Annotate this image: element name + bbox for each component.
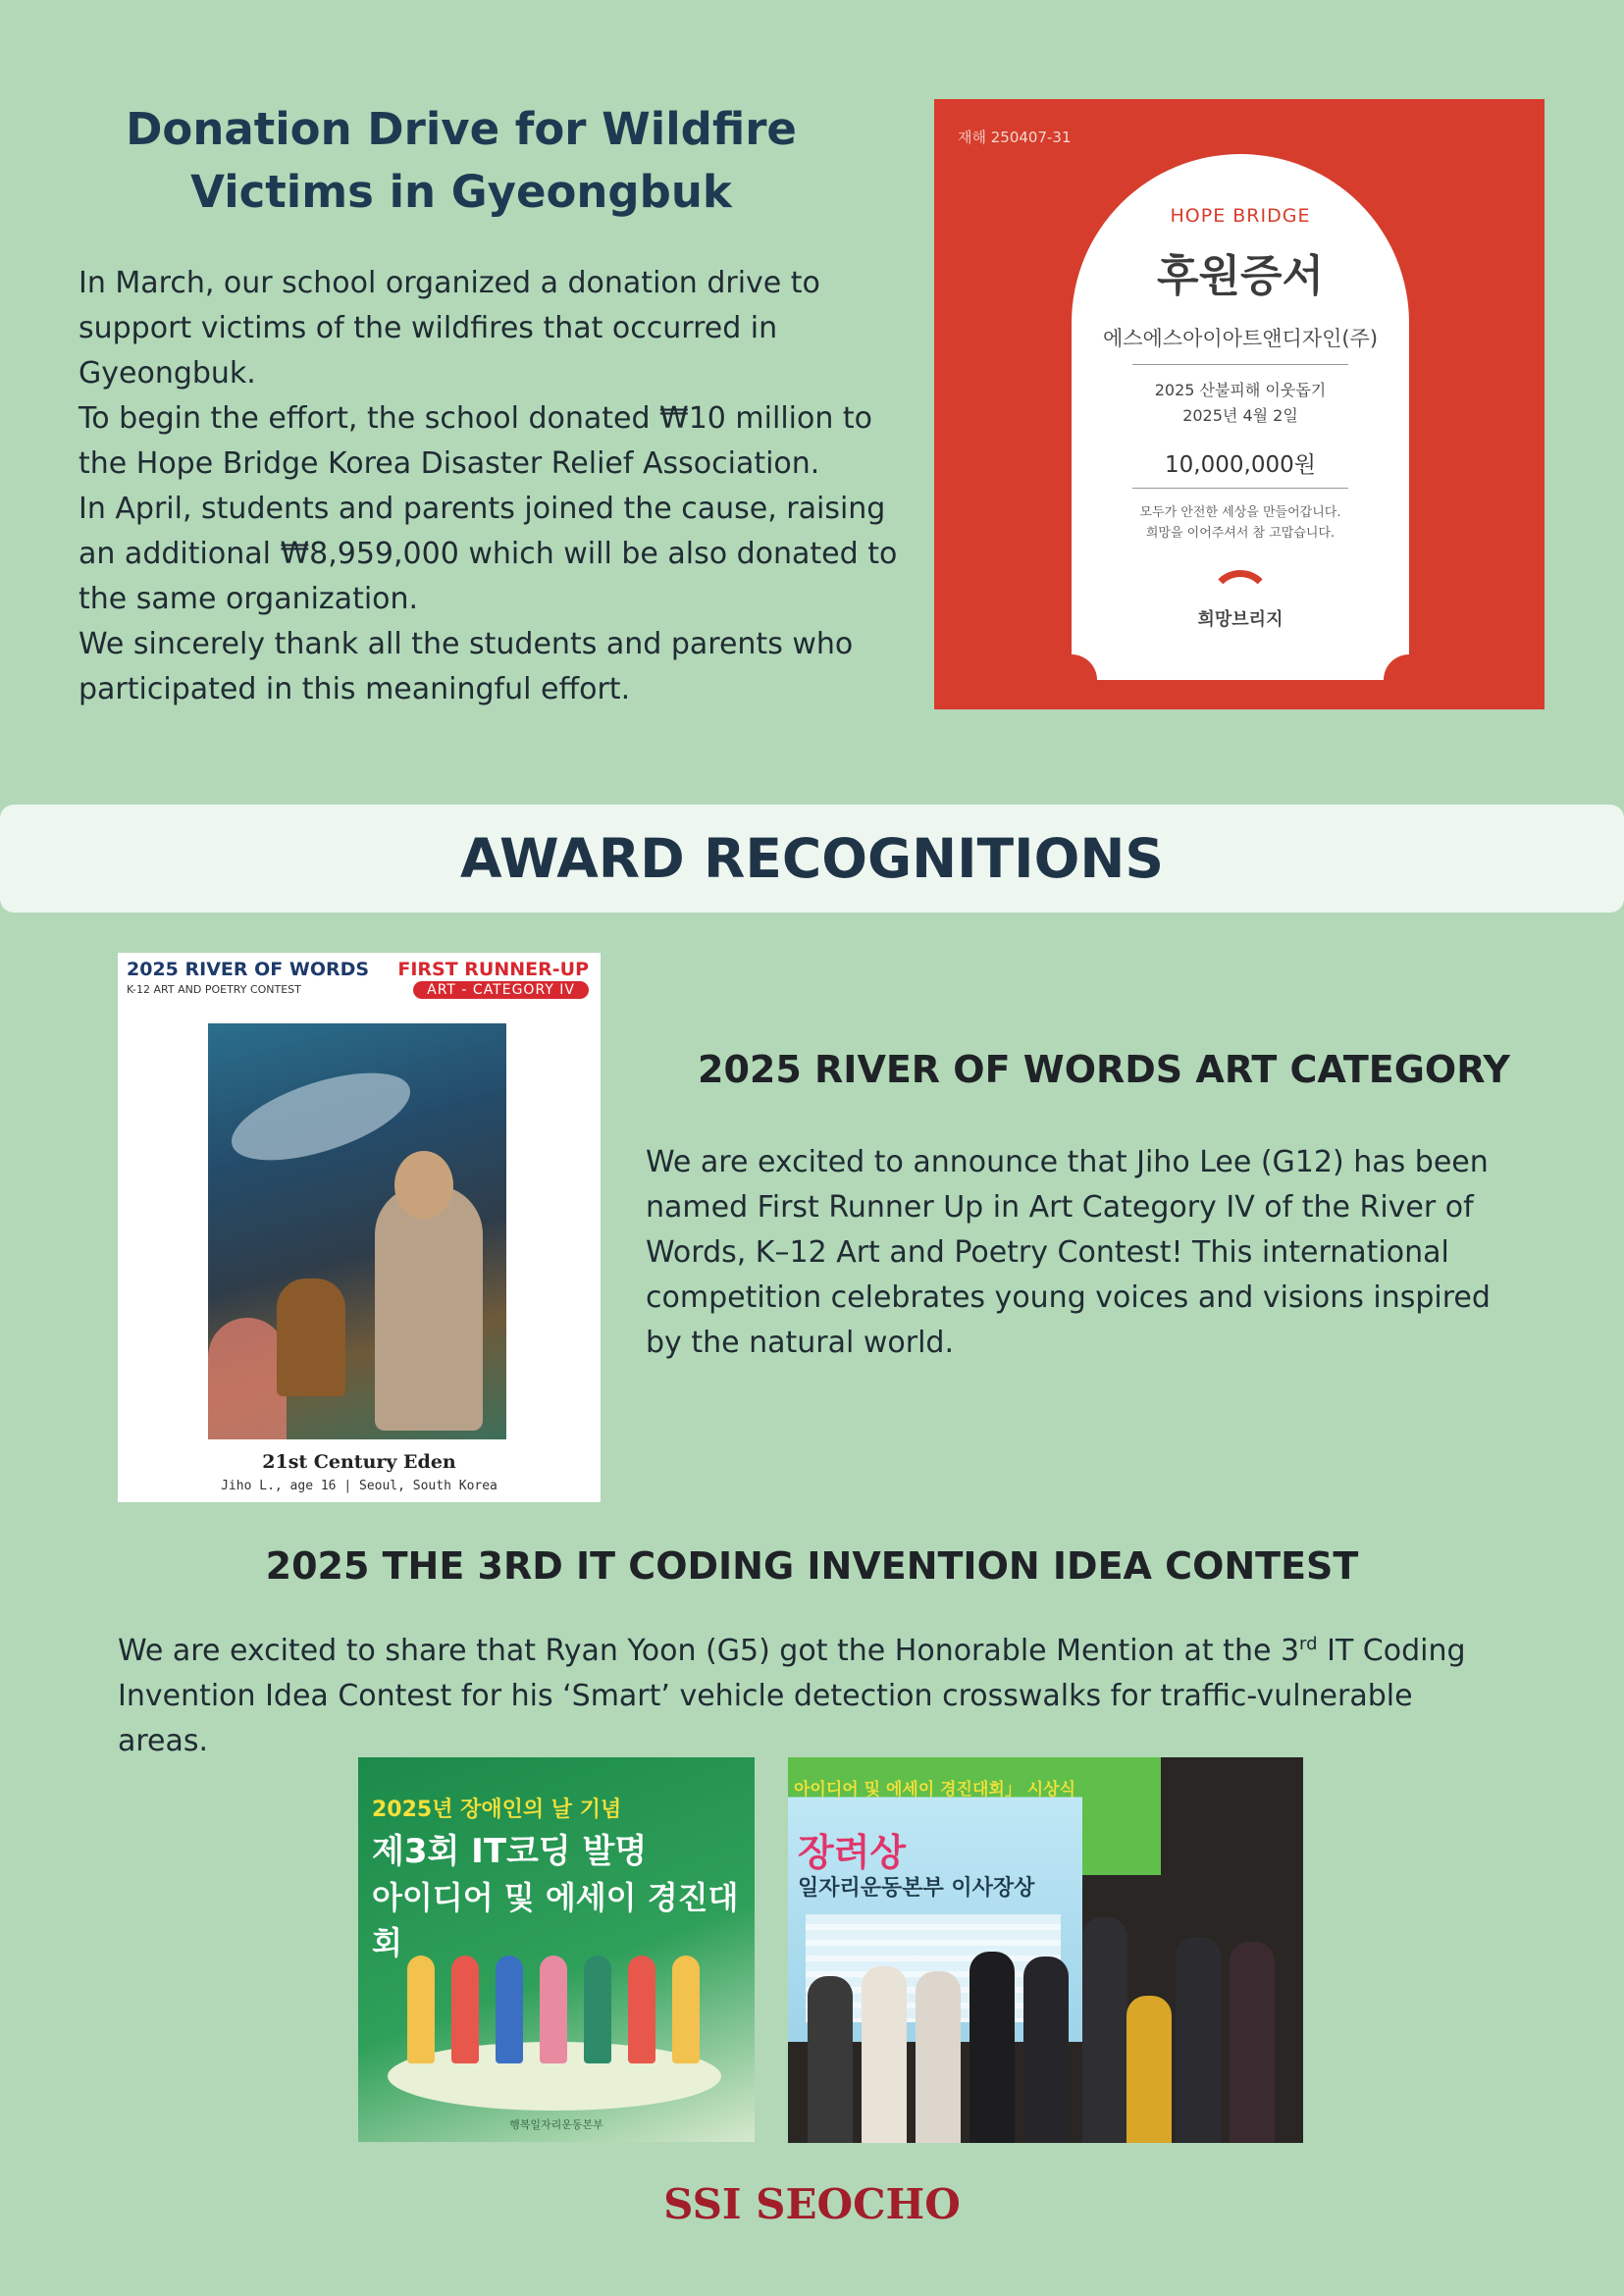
artwork-credit: Jiho L., age 16 | Seoul, South Korea bbox=[221, 1479, 498, 1493]
donation-certificate-image bbox=[934, 99, 1545, 709]
award-ceremony-photo bbox=[788, 1757, 1303, 2143]
river-of-words-body: We are excited to announce that Jiho Lee (G12) has been named First Runner Up in Art Category IV of the River of Words, K–12 Art and Poetry Contest! This international competition celebrates young voices and visions inspired by the natural world. bbox=[646, 1145, 1491, 1360]
certificate-divider bbox=[1132, 488, 1348, 489]
ceremony-banner-text bbox=[794, 1775, 1075, 1800]
ceremony-person bbox=[1230, 1942, 1275, 2143]
poster-logo: 행복일자리운동본부 bbox=[509, 2118, 603, 2131]
certificate-logo-text: 희망브리지 bbox=[1197, 609, 1283, 630]
ceremony-person bbox=[1176, 1937, 1221, 2143]
river-of-words-title: 2025 RIVER OF WORDS ART CATEGORY bbox=[698, 1048, 1510, 1091]
it-contest-title: 2025 THE 3RD IT CODING INVENTION IDEA CONTEST bbox=[265, 1544, 1359, 1588]
donation-paragraph: In April, students and parents joined the cause, raising an additional ₩8,959,000 which will be also donated to the same organization. bbox=[79, 492, 898, 616]
poster-subheading: K-12 ART AND POETRY CONTEST bbox=[127, 983, 301, 996]
certificate-divider bbox=[1132, 364, 1348, 365]
artwork-head-shape bbox=[394, 1151, 453, 1220]
poster-person-figure bbox=[496, 1956, 523, 2063]
certificate-number: 재해 250407-31 bbox=[958, 129, 1072, 146]
poster-award: FIRST RUNNER-UP bbox=[397, 959, 589, 980]
ceremony-person bbox=[969, 1952, 1015, 2143]
poster-person-figure bbox=[407, 1956, 435, 2063]
certificate-message: 희망을 이어주셔서 참 고맙습니다. bbox=[1145, 526, 1336, 541]
award-recognitions-title: AWARD RECOGNITIONS bbox=[459, 827, 1165, 890]
poster-person-figure bbox=[628, 1956, 655, 2063]
certificate-brand: HOPE BRIDGE bbox=[1170, 205, 1311, 227]
poster-person-figure bbox=[451, 1956, 479, 2063]
certificate-message: 모두가 안전한 세상을 만들어갑니다. bbox=[1139, 505, 1341, 520]
ceremony-person bbox=[862, 1966, 907, 2143]
donation-paragraph: We sincerely thank all the students and parents who participated in this meaningful effort. bbox=[79, 627, 854, 706]
river-of-words-poster-image bbox=[118, 953, 601, 1502]
artwork-whale-shape bbox=[222, 1055, 420, 1177]
poster-line: 제3회 IT코딩 발명 bbox=[372, 1832, 648, 1871]
poster-line: 2025년 장애인의 날 기념 bbox=[372, 1798, 622, 1822]
artwork-title: 21st Century Eden bbox=[262, 1451, 456, 1473]
poster-category-badge: ART - CATEGORY IV bbox=[413, 981, 589, 999]
donation-title: Donation Drive for Wildfire Victims in Gyeongbuk bbox=[126, 103, 797, 218]
certificate-date: 2025년 4월 2일 bbox=[1182, 406, 1298, 425]
certificate-campaign: 2025 산불피해 이웃돕기 bbox=[1154, 381, 1327, 399]
donation-body bbox=[79, 261, 913, 712]
donation-paragraph: In March, our school organized a donation drive to support victims of the wildfires that occurred in Gyeongbuk. bbox=[79, 266, 820, 391]
ceremony-person bbox=[808, 1976, 853, 2143]
it-contest-body-text: IT Coding Invention Idea Contest for his ‘Smart’ vehicle detection crosswalks for traffic-vulnerable areas. bbox=[118, 1634, 1466, 1758]
certificate-company: 에스에스아이아트앤디자인(주) bbox=[1102, 327, 1379, 350]
poster-line: 아이디어 및 에세이 경진대회 bbox=[372, 1879, 739, 1961]
ceremony-award-giver: 일자리운동본부 이사장상 bbox=[798, 1876, 1035, 1901]
ceremony-person bbox=[1082, 1917, 1127, 2143]
ceremony-banner-text-b: 시상식 bbox=[1021, 1780, 1076, 1800]
it-contest-body bbox=[118, 1622, 1511, 1764]
ceremony-screen-banner bbox=[1082, 1757, 1161, 1875]
certificate-notch bbox=[1384, 654, 1435, 705]
poster-heading: 2025 RIVER OF WORDS bbox=[127, 959, 370, 980]
ceremony-person bbox=[1023, 1957, 1069, 2143]
artwork-deer-shape bbox=[277, 1278, 345, 1396]
ceremony-person bbox=[1126, 1996, 1172, 2143]
it-contest-body-ordinal: rd bbox=[1299, 1634, 1318, 1654]
certificate-amount: 10,000,000원 bbox=[1165, 452, 1316, 478]
award-recognitions-banner bbox=[0, 805, 1624, 913]
ceremony-banner-text-a: 아이디어 및 에세이 경진대회」 bbox=[794, 1780, 1022, 1800]
it-contest-poster-image bbox=[358, 1757, 755, 2142]
poster-person-figure bbox=[540, 1956, 567, 2063]
poster-person-figure bbox=[584, 1956, 611, 2063]
ceremony-award-name: 장려상 bbox=[798, 1831, 907, 1874]
poster-person-figure bbox=[672, 1956, 700, 2063]
certificate-heading: 후원증서 bbox=[1156, 251, 1324, 301]
it-contest-body-text: We are excited to share that Ryan Yoon (G5) got the Honorable Mention at the 3 bbox=[118, 1634, 1300, 1668]
certificate-card bbox=[1072, 154, 1409, 680]
donation-paragraph: To begin the effort, the school donated ₩10 million to the Hope Bridge Korea Disaster Relief Association. bbox=[79, 401, 873, 481]
artwork-person-shape bbox=[375, 1185, 483, 1431]
artwork-illustration bbox=[208, 1023, 506, 1439]
ceremony-person bbox=[916, 1971, 961, 2143]
footer-brand: SSI SEOCHO bbox=[663, 2180, 961, 2228]
artwork-coral-shape bbox=[208, 1318, 287, 1439]
certificate-notch bbox=[1046, 654, 1097, 705]
